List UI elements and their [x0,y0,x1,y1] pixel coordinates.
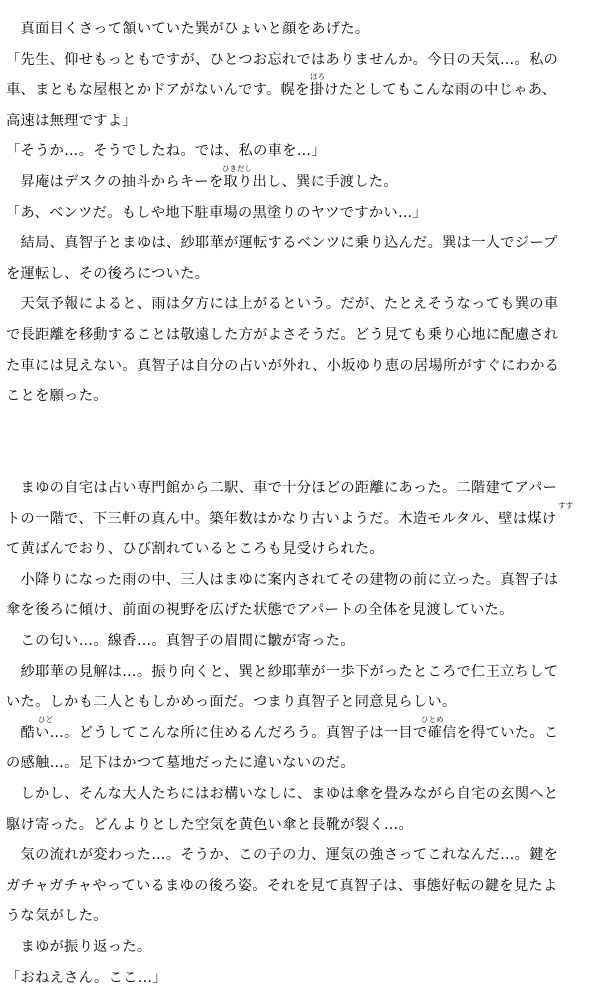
text-line: 「あ、ベンツだ。もしや地下駐車場の黒塗りのヤツですかい…」 [6,204,428,221]
text-line: 酷い…。どうしてこんな所に住めるんだろう。真智子は一目で確信を得ていた。こ [6,724,559,741]
text-line: しかし、そんな大人たちにはお構いなしに、まゆは傘を畳みながら自宅の玄関へと [6,786,559,802]
text-line: 天気予報によると、雨は夕方には上がるという。だが、たとえそうなっても巽の車 [6,296,559,313]
text-line: 結局、真智子とまゆは、紗耶華が運転するベンツに乗り込んだ。巽は一人でジープ [6,235,558,252]
text-line: て黄ばんでおり、ひび割れているところも見受けられた。 [6,541,384,558]
text-line: 駆け寄った。どんよりとした空気を黄色い傘と長靴が裂く…。 [6,816,414,833]
text-line: まゆの自宅は占い専門館から二駅、車で十分ほどの距離にあった。二階建てアパー [6,480,558,496]
ruby-hido: ひど [38,714,53,724]
text-line: た車には見えない。真智子は自分の占いが外れ、小坂ゆり恵の居場所がすぐにわかる [6,357,560,374]
text-line: で長距離を移動することは敬遠した方がよさそうだ。どう見ても乗り心地に配慮され [6,327,559,343]
text-line: 「先生、仰せもっともですが、ひとつお忘れではありませんか。今日の天気…。私の [6,51,559,68]
text-line: を運転し、その後ろについた。 [6,265,210,282]
text-line: 「そうか…。そうでしたね。では、私の車を…」 [6,143,326,160]
text-line: うな気がした。 [6,908,108,925]
text-line: まゆが振り返った。 [6,939,152,955]
text-line: いた。しかも二人ともしかめっ面だ。つまり真智子と同意見らしい。 [6,694,457,711]
ruby-hitome: ひとめ [421,714,444,724]
ruby-hikidashi: ひきだし [222,164,252,173]
text-line: 車、まともな屋根とかドアがないんです。幌を掛けたとしてもこんな雨の中じゃあ、 [6,82,557,99]
text-line: 高速は無理ですよ」 [6,112,137,129]
ruby-horo: ほろ [310,72,325,82]
text-line: トの一階で、下三軒の真ん中。築年数はかなり古いようだ。木造モルタル、壁は煤け [6,510,557,527]
text-line: 昇庵はデスクの抽斗からキーを取り出し、巽に手渡した。 [6,174,398,190]
ruby-susu: すす [558,500,574,510]
text-line: 真面目くさって頷いていた巽がひょいと顔をあげた。 [6,21,370,37]
text-line: 「おねえさん。ここ…」 [6,969,167,986]
text-line: 紗耶華の見解は…。振り向くと、巽と紗耶華が一歩下がったところで仁王立ちして [6,663,559,680]
text-line: 気の流れが変わった…。そうか、この子の力、運気の強さってこれなんだ…。鍵を [6,847,559,864]
text-line: の感触…。足下はかつて墓地だったに違いないのだ。 [6,755,355,772]
text-line: 傘を後ろに傾け、前面の視野を広げた状態でアパートの全体を見渡していた。 [6,602,514,619]
text-line: ことを願った。 [6,388,108,405]
text-line: この匂い…。線香…。真智子の眉間に皺が寄った。 [6,633,355,649]
text-line: ガチャガチャやっているまゆの後ろ姿。それを見て真智子は、事態好転の鍵を見たよ [6,877,558,894]
text-line: 小降りになった雨の中、三人はまゆに案内されてその建物の前に立った。真智子は [6,571,559,588]
